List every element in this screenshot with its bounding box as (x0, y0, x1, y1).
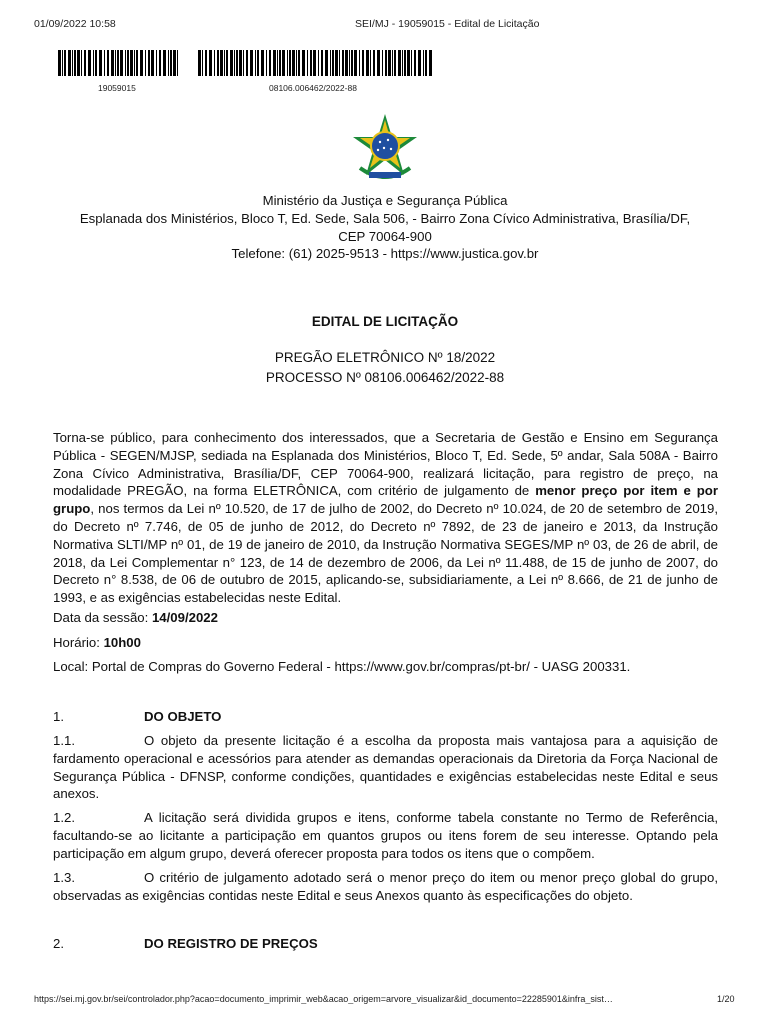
section-2-heading: 2. DO REGISTRO DE PREÇOS (53, 936, 318, 951)
section-1-heading: 1. DO OBJETO (53, 709, 222, 724)
judgment-criterion: menor preço por item e por grupo (53, 483, 718, 517)
section-1-1: 1.1. O objeto da presente licitação é a escolha da proposta mais vantajosa para a aquisição de fardamento operacional e acessórios para atender as demandas operacionais da Diretoria da Força Nacional de Segurança Pública - DFNSP, conforme condições, quantidades e exigências estabelecidas neste Edital e seus anexos. (53, 733, 718, 802)
organization-name: Ministério da Justiça e Segurança Pública (262, 193, 508, 208)
barcode-process-number-label: 08106.006462/2022-88 (269, 83, 357, 93)
session-time: Horário: 10h00 (53, 635, 141, 650)
processo-number: PROCESSO Nº 08106.006462/2022-88 (265, 370, 505, 385)
pregao-number: PREGÃO ELETRÔNICO Nº 18/2022 (274, 350, 496, 365)
brazil-coat-of-arms-icon (346, 110, 424, 188)
print-url: https://sei.mj.gov.br/sei/controlador.php?acao=documento_imprimir_web&acao_origem=arvore_visualizar&id_documento=22285901&infra_sist… (34, 994, 613, 1004)
intro-paragraph: Torna-se público, para conhecimento dos interessados, que a Secretaria de Gestão e Ensino em Segurança Pública - SEGEN/MJSP, sediada na Esplanada dos Ministérios, Bloco T, Ed. Sede, 5º andar, Sala 508A - Bairro Zona Cívico Administrativa, Brasília/DF, CEP 70064-900, realizará licitação, para registro de preço, na modalidade PREGÃO, na forma ELETRÔNICA, com critério de julgamento de menor preço por item e por grupo, nos termos da Lei nº 10.520, de 17 de julho de 2002, do Decreto nº 10.024, de 20 de setembro de 2019, do Decreto nº 7.746, de 05 de junho de 2012, do Decreto nº 7892, de 23 de janeiro e 2013, da Instrução Normativa SLTI/MP nº 01, de 19 de janeiro de 2010, da Instrução Normativa SEGES/MP nº 03, de 26 de abril, de 2018, da Lei Complementar n° 123, de 14 de dezembro de 2006, da Lei nº 11.488, de 15 de junho de 2007, do Decreto n° 8.538, de 06 de outubro de 2015, aplicando-se, subsidiariamente, a Lei nº 8.666, de 21 de junho de 1993, e as exigências estabelecidas neste Edital. (53, 430, 718, 606)
organization-phone: Telefone: (61) 2025-9513 - https://www.justica.gov.br (231, 246, 539, 261)
organization-address: Esplanada dos Ministérios, Bloco T, Ed. Sede, Sala 506, - Bairro Zona Cívico Administrativa, Brasília/DF, (79, 211, 691, 226)
barcode-document-id (58, 50, 182, 76)
section-1-3: 1.3. O critério de julgamento adotado será o menor preço do item ou menor preço global do grupo, observadas as exigências contidas neste Edital e seus Anexos quanto às especificações do objeto. (53, 870, 718, 903)
session-date: Data da sessão: 14/09/2022 (53, 610, 218, 625)
print-datetime: 01/09/2022 10:58 (34, 18, 116, 30)
edital-title: EDITAL DE LICITAÇÃO (311, 314, 459, 329)
barcode-document-id-label: 19059015 (98, 83, 136, 93)
session-local: Local: Portal de Compras do Governo Federal - https://www.gov.br/compras/pt-br/ - UASG 200331. (53, 659, 631, 674)
barcode-process-number (198, 50, 438, 76)
print-page-number: 1/20 (717, 994, 735, 1004)
print-doc-title: SEI/MJ - 19059015 - Edital de Licitação (355, 18, 540, 30)
section-1-2: 1.2. A licitação será dividida grupos e itens, conforme tabela constante no Termo de Referência, facultando-se ao licitante a participação em quantos grupos ou itens forem de seu interesse. Optando pela participação em algum grupo, deverá oferecer proposta para todos os itens que o compõem. (53, 810, 718, 861)
organization-cep: CEP 70064-900 (338, 229, 432, 244)
